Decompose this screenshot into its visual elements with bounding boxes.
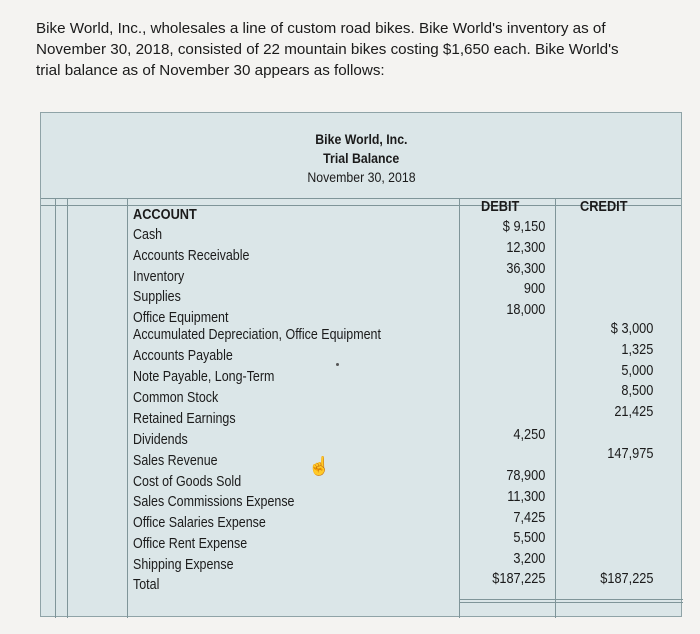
account-name: Supplies bbox=[133, 289, 181, 305]
credit-amount: 21,425 bbox=[613, 404, 653, 420]
debit-amount: 36,300 bbox=[505, 261, 545, 277]
debit-amount: 3,200 bbox=[513, 551, 545, 567]
account-name: Office Equipment bbox=[133, 310, 229, 326]
account-name: Shipping Expense bbox=[133, 557, 234, 573]
debit-amount: 7,425 bbox=[513, 510, 545, 526]
credit-amount: 5,000 bbox=[621, 363, 653, 379]
account-name: Cash bbox=[133, 227, 163, 243]
account-column-header: ACCOUNT bbox=[133, 207, 197, 223]
credit-total: $187,225 bbox=[599, 571, 653, 587]
column-divider bbox=[459, 198, 460, 618]
debit-amount: 5,500 bbox=[513, 530, 545, 546]
hand-pointer-icon: ☝ bbox=[308, 456, 331, 476]
account-name: Accumulated Depreciation, Office Equipment bbox=[133, 327, 381, 343]
debit-amount: 78,900 bbox=[505, 468, 545, 484]
debit-amount: 11,300 bbox=[506, 489, 545, 505]
account-name: Office Rent Expense bbox=[133, 536, 248, 552]
account-name: Sales Revenue bbox=[133, 453, 218, 469]
column-divider bbox=[67, 198, 68, 618]
debit-amount: 4,250 bbox=[513, 427, 545, 443]
account-name: Inventory bbox=[133, 269, 185, 285]
debit-amount: 900 bbox=[523, 281, 545, 297]
debit-amount: $ 9,150 bbox=[502, 219, 545, 235]
intro-line: trial balance as of November 30 appears as follows: bbox=[36, 62, 385, 79]
debit-amount: 18,000 bbox=[505, 302, 545, 318]
debit-column-header: DEBIT bbox=[481, 199, 520, 215]
column-divider bbox=[127, 198, 128, 618]
credit-amount: 1,325 bbox=[621, 342, 653, 358]
account-name-total: Total bbox=[133, 577, 160, 593]
credit-amount: 147,975 bbox=[606, 446, 653, 462]
column-divider bbox=[55, 198, 56, 618]
account-name: Note Payable, Long-Term bbox=[133, 369, 275, 385]
debit-total: $187,225 bbox=[491, 571, 545, 587]
account-name: Accounts Receivable bbox=[133, 248, 250, 264]
column-divider bbox=[555, 198, 556, 618]
account-name: Dividends bbox=[133, 432, 188, 448]
report-title: Trial Balance bbox=[322, 150, 400, 166]
account-name: Common Stock bbox=[133, 390, 219, 406]
problem-intro bbox=[36, 18, 666, 81]
credit-column-header: CREDIT bbox=[580, 199, 628, 215]
trial-balance-sheet bbox=[40, 112, 682, 617]
trial-balance-header bbox=[41, 113, 681, 198]
account-name: Sales Commissions Expense bbox=[133, 494, 295, 510]
account-name: Cost of Goods Sold bbox=[133, 474, 242, 490]
total-rule bbox=[459, 599, 683, 600]
report-date: November 30, 2018 bbox=[306, 169, 416, 185]
credit-amount: $ 3,000 bbox=[610, 321, 653, 337]
stray-mark bbox=[336, 363, 339, 366]
company-name: Bike World, Inc. bbox=[314, 131, 408, 147]
account-name: Retained Earnings bbox=[133, 411, 236, 427]
credit-amount: 8,500 bbox=[621, 383, 653, 399]
intro-line: Bike World, Inc., wholesales a line of custom road bikes. Bike World's inventory as of bbox=[36, 20, 606, 37]
account-name: Accounts Payable bbox=[133, 348, 233, 364]
account-name: Office Salaries Expense bbox=[133, 515, 266, 531]
total-rule bbox=[459, 602, 683, 603]
debit-amount: 12,300 bbox=[505, 240, 545, 256]
intro-line: November 30, 2018, consisted of 22 mountain bikes costing $1,650 each. Bike World's bbox=[36, 41, 619, 58]
